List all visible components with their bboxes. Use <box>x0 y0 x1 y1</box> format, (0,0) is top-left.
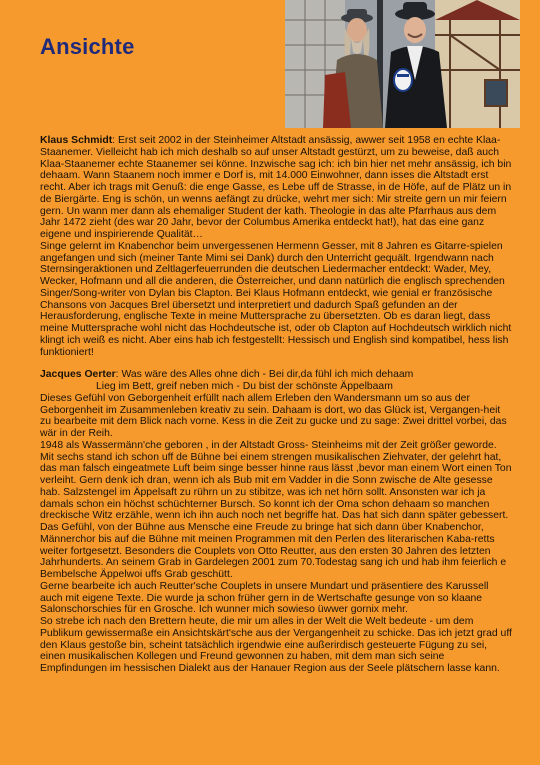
jacques-para-2: 1948 als Wassermänn'che geboren , in der Altstadt Gross- Steinheims mit der Zeit größer geworde. Mit sechs stand ich schon uff de Bühne bei einem strengen musikalischen Ziehvater, der gelehrt hat, das man falsch eingeatmete Luft beim singe besser hinne raus lässt ,bevor man einem Wort einen Ton verleiht. Gern denk ich dran, wenn ich als Bub mit em Vadder in die Sonn zwische de Alte gesesse hab. Salzstengel im Äppelsaft zu rührn un zu stibitze, was ich net hörn sollt. Ansonsten war ich ja damals schon ein höchst schüchterner Bursch. So konnt ich der Oma schon dehaam so manchen dreckische Witz erzähle, wenn ich ihn auch noch net begriffe hat. Das hat sich dann später gebessert. <box>40 439 512 522</box>
jacques-quote-1-text: : Was wäre des Alles ohne dich - Bei dir,da fühl ich mich dehaam <box>115 369 414 381</box>
page-title: Ansichte <box>40 34 135 59</box>
jacques-quote-2: Lieg im Bett, greif neben mich - Du bist der schönste Äppelbaam <box>96 381 393 392</box>
jacques-para-5: So strebe ich nach den Brettern heute, die mir um alles in der Welt die Welt bedeute - um dem Publikum gewissermaße ein Ansichtskärt'sche aus der Vergangenheit zu schicke. Das ich jetzt grad uff den Klaus gestoße bin, scheint tatsächlich irgendwie eine außerirdisch gesteuerte Fügung zu sei, einen musikalischen Kollegen und Freund gewonnen zu haben, mit dem man sich seine Empfindungen im hessischen Dialekt aus der Hanauer Region aus der Seele plätschern lasse kann. <box>40 616 512 674</box>
article-body <box>40 135 512 675</box>
jacques-para-3: Das Gefühl, von der Bühne aus Mensche eine Freude zu bringe hat sich dann über Knabenchor, Männerchor bis auf die Bühne mit meinen Programmen mit den Perlen des literarischen Kaba-retts weiter fortgesetzt. Besonders die Couplets von Otto Reutter, aus den ersten 30 Jahren des letzten Jahrhunderts. An seinem Grab in Gardelegen 2001 zum 70.Todestag sang ich und hab ihm feierlich e Bembelsche Äppelwoi uffs Grab geschütt. <box>40 522 507 580</box>
klaus-intro-text: : Erst seit 2002 in der Steinheimer Altstadt ansässig, awwer seit 1958 en echte Klaa-Staanemer. Vielleicht hab ich mich deshalb so auf unser Altstadt gestürzt, um zu beweise, daß auch Klaa-Staanemer echte Staanemer sei könne. Inzwische sag ich: ich bin hier net mehr ansässig, ich bin dehaam. Wann Staanem noch immer e Dorf is, mit 14.000 Einwohner, dann isses die Altstadt erst recht. Aber ich trags mit Genuß: die enge Gasse, es Lebe uff de Strasse, in de Höfe, auf de Plätz un in de Biergärte. Eng is schön, un wenns aefängt zu drücke, wehrt mer sich: Mir streite gern un mir feiern gern. Un wann mer dann als ehemaliger Student der kath. Theologie in das alte Pfarrhaus aus dem Jahr 1472 zieht (des war 20 Jahr, bevor der Columbus Amerika entdeckt hat!), hat das eine ganz eigene und inspirierende Qualität… <box>40 135 512 240</box>
jacques-para-4: Gerne bearbeite ich auch Reutter'sche Couplets in unsere Mundart und präsentiere des Karussell auch mit eigene Texte. Die wurde ja schon früher gern in de Wertschafte gesunge von so klaane Salonschorschies für en Grosche. Ich wunner mich sowieso üwwer gornix mehr. <box>40 580 489 616</box>
klaus-intro <box>40 135 512 241</box>
band-photo <box>285 0 520 128</box>
photo-two-musicians-guitar-mug-icon <box>285 0 520 128</box>
klaus-name: Klaus Schmidt <box>40 135 113 146</box>
jacques-name: Jacques Oerter <box>40 369 116 381</box>
jacques-para-1: Dieses Gefühl von Geborgenheit erfüllt nach allem Erleben den Wandersmann um so aus der Geborgenheit im Zusammenleben kreativ zu sein. Dahaam is dort, wo das Glück ist, Vergangen-heit zu bearbeite mit dem Blick nach vorne. Kess in die Zeit zu gucke und zu sage: Zwei drittel vorbei, das wär in der Reih. <box>40 392 507 439</box>
jacques-quote-1 <box>40 369 512 381</box>
klaus-music: Singe gelernt im Knabenchor beim unvergessenen Hermenn Gesser, mit 8 Jahren es Gitarre-spielen angefangen und sich (meiner Tante Mimi sei Dank) durch den Unterricht gequält. Irgendwann nach Sternsingeraktionen und Zeltlagerfeuerrunden die deutschen Liedermacher entdeckt: Wader, Mey, Wecker, Hofmann und all die anderen, die Österreicher, und dann natürlich die englisch sprechenden Singer/Song-writer von Dylan bis Clapton. Bei Klaus Hofmann entdeckt, wie genial er französische Chansons von Jacques Brel übersetzt und interpretiert und dadurch Spaß gefunden an der Herausforderung, englische Texte in meine Muttersprache zu übersetzten. Ob es daran liegt, dass meine Muttersprache wohl nicht das Hochdeutsche ist, oder ob Clapton auf Hochdeutsch wirklich nicht klingt ich weiß es nicht. Aber eins hab ich festgestellt: Hessisch und English sind kompatibel, hess lish funktioniert! <box>40 240 512 358</box>
